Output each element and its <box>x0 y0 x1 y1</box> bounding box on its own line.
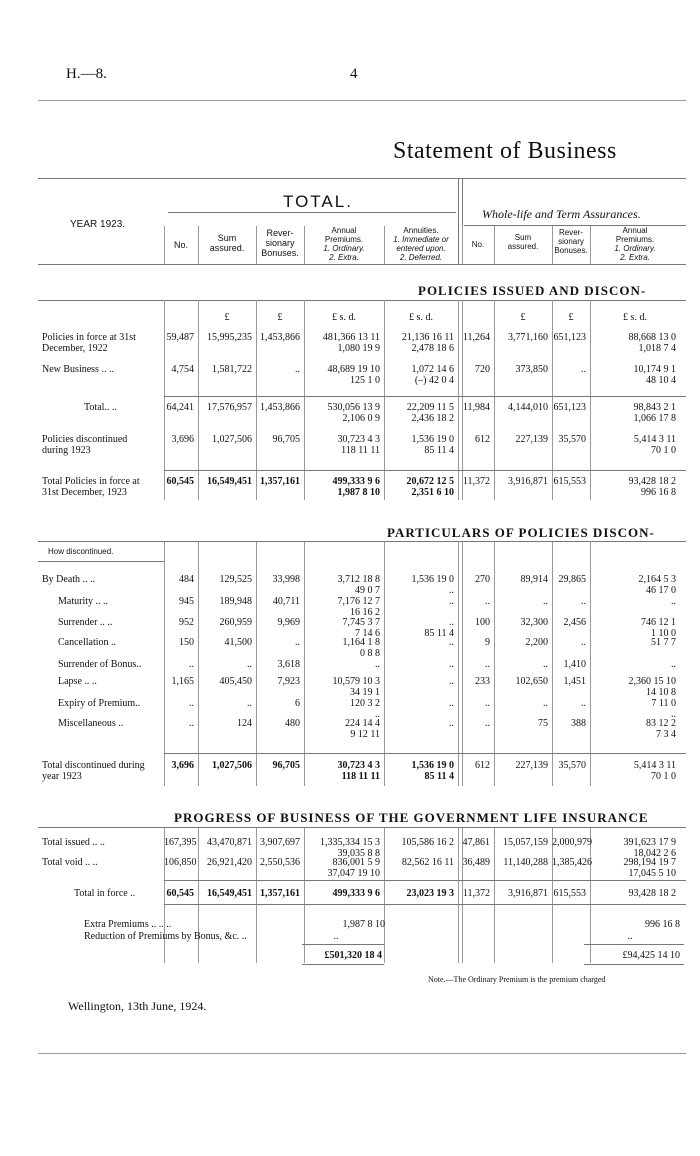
table-cell: 1,072 14 6 <box>411 364 454 375</box>
table-subcell: 2,106 0 9 <box>342 413 380 424</box>
grand-total-wl-top-rule <box>584 944 684 945</box>
table-cell: 1,385,426 <box>552 857 592 868</box>
table-cell: 1,581,722 <box>212 364 252 375</box>
grand-total-wl-bottom-rule <box>584 964 684 965</box>
table-cell: 224 14 4 <box>345 718 380 729</box>
header-column-rule <box>384 226 385 264</box>
table-cell: 1,410 <box>563 659 586 670</box>
table-cell: 106,850 <box>164 857 197 868</box>
row-label: New Business .. .. <box>42 364 114 375</box>
extra-premium-value-wl: 996 16 8 <box>645 919 680 930</box>
table-cell: 189,948 <box>219 596 252 607</box>
table-cell: 35,570 <box>558 760 586 771</box>
table-cell: .. <box>485 698 490 709</box>
table-cell: 1,536 19 0 <box>411 574 454 585</box>
row-label: during 1923 <box>42 445 91 456</box>
table-cell: 93,428 18 2 <box>628 476 676 487</box>
currency-symbol: £ <box>224 312 230 323</box>
row-label: Total in force .. <box>74 888 136 899</box>
table-cell: 124 <box>237 718 252 729</box>
row-label: December, 1922 <box>42 343 108 354</box>
header-bottom-rule <box>38 264 686 265</box>
table-cell: 41,500 <box>224 637 252 648</box>
table-cell: 233 <box>475 676 490 687</box>
table-cell: .. <box>581 596 586 607</box>
table-cell: 64,241 <box>166 402 194 413</box>
row-label: By Death .. .. <box>42 574 96 585</box>
table-cell: 945 <box>179 596 194 607</box>
row-label: Total discontinued during <box>42 760 145 771</box>
page-number: 4 <box>350 66 358 82</box>
table-cell: 11,140,288 <box>503 857 548 868</box>
column-header-line: sionary <box>558 237 584 246</box>
table-cell: 105,586 16 2 <box>401 837 454 848</box>
table-cell: .. <box>247 659 252 670</box>
column-header-line: assured. <box>507 242 539 251</box>
column-header-line: sionary <box>265 238 295 248</box>
row-label: Surrender .. .. <box>58 617 113 628</box>
column-header-line: No. <box>471 240 485 249</box>
table-cell: 4,144,010 <box>508 402 548 413</box>
table-subcell: 1 10 0 <box>651 628 676 639</box>
currency-symbol: £ s. d. <box>623 312 647 323</box>
table-cell: 102,650 <box>515 676 548 687</box>
table-cell: .. <box>449 617 454 628</box>
table-cell: 1,027,506 <box>212 434 252 445</box>
table-cell: 60,545 <box>166 476 194 487</box>
table-cell: 612 <box>475 434 490 445</box>
column-header-line: Rever- <box>558 228 583 237</box>
header-column-rule <box>304 226 305 264</box>
table-cell: 612 <box>475 760 490 771</box>
column-header-line: Annual <box>331 226 357 235</box>
table-subcell: 2,351 6 10 <box>411 487 454 498</box>
table-cell: 720 <box>475 364 490 375</box>
table-subcell: 1,080 19 9 <box>337 343 380 354</box>
header-column-rule <box>494 226 495 264</box>
table-cell: 40,711 <box>272 596 300 607</box>
table-subcell: 70 1 0 <box>651 771 676 782</box>
table-cell: 746 12 1 <box>641 617 676 628</box>
table-cell: 7,745 3 7 <box>342 617 380 628</box>
header-top-rule <box>38 178 686 179</box>
table-cell: .. <box>671 659 676 670</box>
table-subcell: .. <box>375 709 380 720</box>
table-cell: 36,489 <box>462 857 490 868</box>
table-subcell: 1,987 8 10 <box>337 487 380 498</box>
table-subcell: 39,035 8 8 <box>337 848 380 859</box>
table-cell: 391,623 17 9 <box>623 837 676 848</box>
table-cell: 1,357,161 <box>260 888 300 899</box>
table-cell: 120 3 2 <box>350 698 380 709</box>
table-cell: 952 <box>179 617 194 628</box>
total-under-rule <box>168 212 456 213</box>
extra-premiums-label: Extra Premiums .. .. .. <box>84 919 172 930</box>
row-label: Miscellaneous .. <box>58 718 124 729</box>
table-cell: 51 7 7 <box>651 637 676 648</box>
footnote: Note.—The Ordinary Premium is the premium charged <box>428 975 606 984</box>
column-header-line: Annual <box>622 226 648 235</box>
table-cell: 5,414 3 11 <box>633 434 676 445</box>
table-cell: 3,696 <box>171 434 194 445</box>
table-cell: 3,916,871 <box>508 888 548 899</box>
table-cell: 16,549,451 <box>207 888 252 899</box>
reduction-value: .. <box>333 931 339 942</box>
row-label: Policies discontinued <box>42 434 128 445</box>
table-cell: 23,023 19 3 <box>406 888 454 899</box>
table-subcell: .. <box>449 585 454 596</box>
table-cell: 22,209 11 5 <box>406 402 454 413</box>
table-cell: 29,865 <box>558 574 586 585</box>
table-cell: 615,553 <box>553 888 586 899</box>
table-cell: 6 <box>295 698 300 709</box>
table-cell: 15,057,159 <box>503 837 548 848</box>
table-subcell: 7 3 4 <box>656 729 676 740</box>
table-cell: 2,456 <box>563 617 586 628</box>
table-cell: 7,923 <box>277 676 300 687</box>
table-cell: 1,451 <box>563 676 586 687</box>
column-header-line: Premiums. <box>324 235 364 244</box>
section1-rule <box>38 300 686 301</box>
column-header-line: Rever- <box>266 228 294 238</box>
table-cell: 89,914 <box>520 574 548 585</box>
statement-title: Statement of Business <box>393 138 617 164</box>
table-cell: 2,164 5 3 <box>638 574 676 585</box>
table-cell: 20,672 12 5 <box>406 476 454 487</box>
discontinued-total-rule <box>164 753 686 754</box>
table-cell: 2,200 <box>525 637 548 648</box>
column-header-line: 1. Immediate or <box>393 235 449 244</box>
table-cell: 98,843 2 1 <box>633 402 676 413</box>
row-label: Total issued .. .. <box>42 837 105 848</box>
column-header-line: Bonuses. <box>261 248 299 258</box>
table-cell: 615,553 <box>553 476 586 487</box>
currency-symbol: £ s. d. <box>332 312 356 323</box>
header-column-rule <box>552 226 553 264</box>
row-label: Surrender of Bonus.. <box>58 659 142 670</box>
table-cell: 1,536 19 0 <box>411 434 454 445</box>
page-reference: H.—8. <box>66 66 107 82</box>
row-label: Maturity .. .. <box>58 596 108 607</box>
how-rule <box>38 561 164 562</box>
table-cell: 7 11 0 <box>651 698 676 709</box>
table-cell: 298,194 19 7 <box>623 857 676 868</box>
column-header-line: 1. Ordinary. <box>614 244 656 253</box>
in-force-bottom-rule <box>164 904 686 905</box>
row-label: 31st December, 1923 <box>42 487 127 498</box>
currency-symbol: £ <box>520 312 526 323</box>
table-cell: 60,545 <box>166 888 194 899</box>
table-cell: .. <box>449 698 454 709</box>
table-subcell: 34 19 1 <box>350 687 380 698</box>
row-label: Cancellation .. <box>58 637 117 648</box>
total-heading: TOTAL. <box>283 192 353 211</box>
table-cell: 5,414 3 11 <box>633 760 676 771</box>
table-cell: .. <box>671 596 676 607</box>
table-cell: 82,562 16 11 <box>401 857 454 868</box>
table-cell: 227,139 <box>515 434 548 445</box>
table-cell: .. <box>295 364 300 375</box>
table-cell: .. <box>189 718 194 729</box>
table-cell: .. <box>543 596 548 607</box>
column-header-line: entered upon. <box>396 244 446 253</box>
extra-premium-value: 1,987 8 10 <box>342 919 385 930</box>
table-cell: .. <box>485 718 490 729</box>
table-subcell: 85 11 4 <box>424 628 454 639</box>
table-cell: 499,333 9 6 <box>332 476 380 487</box>
table-subcell: 1,066 17 8 <box>633 413 676 424</box>
table-cell: .. <box>247 698 252 709</box>
currency-symbol: £ s. d. <box>409 312 433 323</box>
grand-total-bottom-rule <box>302 964 384 965</box>
table-cell: 1,027,506 <box>212 760 252 771</box>
table-cell: 21,136 16 11 <box>401 332 454 343</box>
row-label: Total Policies in force at <box>42 476 140 487</box>
table-cell: 96,705 <box>272 760 300 771</box>
table-cell: 481,366 13 11 <box>322 332 380 343</box>
table-cell: 2,550,536 <box>260 857 300 868</box>
row-label: Expiry of Premium.. <box>58 698 141 709</box>
table-cell: 17,576,957 <box>207 402 252 413</box>
table-cell: 4,754 <box>171 364 194 375</box>
header-column-rule <box>590 226 591 264</box>
table-cell: 530,056 13 9 <box>327 402 380 413</box>
table-cell: 1,536 19 0 <box>411 760 454 771</box>
row-label: Policies in force at 31st <box>42 332 136 343</box>
table-cell: 83 12 2 <box>646 718 676 729</box>
table-cell: 93,428 18 2 <box>628 888 676 899</box>
column-header-line: Premiums. <box>615 235 655 244</box>
table-cell: .. <box>449 596 454 607</box>
table-subcell: 9 12 11 <box>350 729 380 740</box>
table-cell: 480 <box>285 718 300 729</box>
total-rule <box>164 470 686 471</box>
row-label: year 1923 <box>42 771 82 782</box>
header-column-rule <box>198 226 199 264</box>
table-cell: 167,395 <box>164 837 197 848</box>
table-cell: 15,995,235 <box>207 332 252 343</box>
table-subcell: 16 16 2 <box>350 607 380 618</box>
table-subcell: 85 11 4 <box>424 445 454 456</box>
year-label: YEAR 1923. <box>70 219 126 230</box>
currency-symbol: £ <box>277 312 283 323</box>
table-cell: 47,861 <box>462 837 490 848</box>
table-subcell: 37,047 19 10 <box>327 868 380 879</box>
grand-total: £501,320 18 4 <box>324 950 382 961</box>
table-cell: 11,372 <box>462 888 490 899</box>
table-cell: 32,300 <box>520 617 548 628</box>
table-subcell: 2,436 18 2 <box>411 413 454 424</box>
table-cell: 499,333 9 6 <box>332 888 380 899</box>
table-cell: 88,668 13 0 <box>628 332 676 343</box>
table-cell: 43,470,871 <box>207 837 252 848</box>
table-cell: 3,907,697 <box>260 837 300 848</box>
column-rule <box>458 541 459 786</box>
table-cell: .. <box>543 698 548 709</box>
section2-title: PARTICULARS OF POLICIES DISCON- <box>387 525 655 540</box>
table-cell: 9,969 <box>277 617 300 628</box>
table-subcell: 2,478 18 6 <box>411 343 454 354</box>
table-cell: 405,450 <box>219 676 252 687</box>
table-subcell: 85 11 4 <box>424 771 454 782</box>
row-label: Total.. .. <box>84 402 117 413</box>
table-cell: 3,916,871 <box>508 476 548 487</box>
column-header-line: 2. Extra. <box>620 253 650 262</box>
column-header-line: No. <box>173 240 188 250</box>
table-cell: 16,549,451 <box>207 476 252 487</box>
table-cell: .. <box>449 676 454 687</box>
table-cell: 59,487 <box>166 332 194 343</box>
table-subcell: 1,018 7 4 <box>638 343 676 354</box>
table-cell: 33,998 <box>272 574 300 585</box>
grand-total-top-rule <box>302 944 384 945</box>
table-cell: 2,360 15 10 <box>628 676 676 687</box>
table-cell: 260,959 <box>219 617 252 628</box>
table-cell: .. <box>449 637 454 648</box>
table-cell: .. <box>581 637 586 648</box>
table-cell: .. <box>581 364 586 375</box>
table-subcell: 49 0 7 <box>355 585 380 596</box>
header-column-rule <box>256 226 257 264</box>
table-cell: .. <box>543 659 548 670</box>
table-cell: 11,372 <box>462 476 490 487</box>
table-cell: 30,723 4 3 <box>337 434 380 445</box>
table-cell: 3,696 <box>171 760 194 771</box>
table-cell: 48,689 19 10 <box>327 364 380 375</box>
column-header-line: 1. Ordinary. <box>323 244 365 253</box>
grand-total-wl: £94,425 14 10 <box>622 950 680 961</box>
table-cell: 100 <box>475 617 490 628</box>
table-cell: 150 <box>179 637 194 648</box>
table-cell: 1,165 <box>171 676 194 687</box>
table-cell: 1,335,334 15 3 <box>320 837 380 848</box>
table-cell: 227,139 <box>515 760 548 771</box>
table-cell: 10,174 9 1 <box>633 364 676 375</box>
table-subcell: 118 11 11 <box>341 771 380 782</box>
table-cell: 1,357,161 <box>260 476 300 487</box>
column-header-line: 2. Deferred. <box>399 253 443 262</box>
table-cell: 1,453,866 <box>260 402 300 413</box>
table-cell: 836,001 5 9 <box>332 857 380 868</box>
table-cell: .. <box>485 659 490 670</box>
whole-life-heading: Whole-life and Term Assurances. <box>482 207 641 221</box>
place-date: Wellington, 13th June, 1924. <box>68 999 207 1013</box>
reduction-value-wl: .. <box>627 931 633 942</box>
in-force-rule <box>164 880 686 881</box>
table-cell: .. <box>295 637 300 648</box>
table-cell: 651,123 <box>553 332 586 343</box>
table-subcell: (–) 42 0 4 <box>414 375 454 386</box>
column-header-line: Sum <box>217 233 237 243</box>
table-subcell: 48 10 4 <box>646 375 676 386</box>
how-discontinued-label: How discontinued. <box>48 547 114 556</box>
table-cell: 129,525 <box>219 574 252 585</box>
table-cell: 9 <box>485 637 490 648</box>
table-cell: 388 <box>571 718 586 729</box>
table-subcell: 118 11 11 <box>341 445 380 456</box>
table-cell: 96,705 <box>272 434 300 445</box>
table-cell: 3,712 18 8 <box>337 574 380 585</box>
table-cell: 2,000,979 <box>552 837 592 848</box>
section1-title: POLICIES ISSUED AND DISCON- <box>418 283 647 298</box>
table-subcell: 996 16 8 <box>641 487 676 498</box>
header-column-rule <box>462 226 463 264</box>
table-subcell: 17,045 5 10 <box>628 868 676 879</box>
table-subcell: .. <box>671 709 676 720</box>
table-cell: 3,618 <box>277 659 300 670</box>
table-cell: 30,723 4 3 <box>337 760 380 771</box>
row-label: Lapse .. .. <box>58 676 97 687</box>
table-cell: 1,164 1 8 <box>342 637 380 648</box>
column-header-line: 2. Extra. <box>329 253 359 262</box>
table-cell: 10,579 10 3 <box>332 676 380 687</box>
table-cell: 484 <box>179 574 194 585</box>
table-cell: 11,984 <box>462 402 490 413</box>
table-cell: 26,921,420 <box>207 857 252 868</box>
table-subcell: 18,042 2 6 <box>633 848 676 859</box>
table-cell: 651,123 <box>553 402 586 413</box>
table-cell: 270 <box>475 574 490 585</box>
table-cell: .. <box>449 718 454 729</box>
table-cell: .. <box>581 698 586 709</box>
table-cell: 7,176 12 7 <box>337 596 380 607</box>
section2-rule <box>38 541 686 542</box>
reduction-label: Reduction of Premiums by Bonus, &c. .. <box>84 931 247 942</box>
table-cell: .. <box>449 659 454 670</box>
table-subcell: 7 14 6 <box>355 628 380 639</box>
subtotal-rule <box>164 396 686 397</box>
table-cell: 35,570 <box>558 434 586 445</box>
table-subcell: 46 17 0 <box>646 585 676 596</box>
column-header-line: assured. <box>209 243 245 253</box>
column-header-line: Annuities. <box>403 226 439 235</box>
table-cell: 373,850 <box>515 364 548 375</box>
table-cell: .. <box>189 659 194 670</box>
column-rule <box>458 827 459 963</box>
table-subcell: 125 1 0 <box>350 375 380 386</box>
table-cell: 75 <box>538 718 548 729</box>
column-header-line: Sum <box>514 233 532 242</box>
column-header-line: Bonuses. <box>554 246 588 255</box>
header-column-rule <box>164 226 165 264</box>
table-subcell: 0 8 8 <box>360 648 380 659</box>
currency-symbol: £ <box>568 312 574 323</box>
table-cell: .. <box>485 596 490 607</box>
table-subcell: 14 10 8 <box>646 687 676 698</box>
row-label: Total void .. .. <box>42 857 98 868</box>
table-cell: .. <box>189 698 194 709</box>
section3-rule <box>38 827 686 828</box>
table-cell: 1,453,866 <box>260 332 300 343</box>
table-cell: .. <box>375 659 380 670</box>
table-cell: 3,771,160 <box>508 332 548 343</box>
table-cell: 11,264 <box>462 332 490 343</box>
table-subcell: 70 1 0 <box>651 445 676 456</box>
section3-title: PROGRESS OF BUSINESS OF THE GOVERNMENT LIFE INSURANCE <box>174 810 649 825</box>
